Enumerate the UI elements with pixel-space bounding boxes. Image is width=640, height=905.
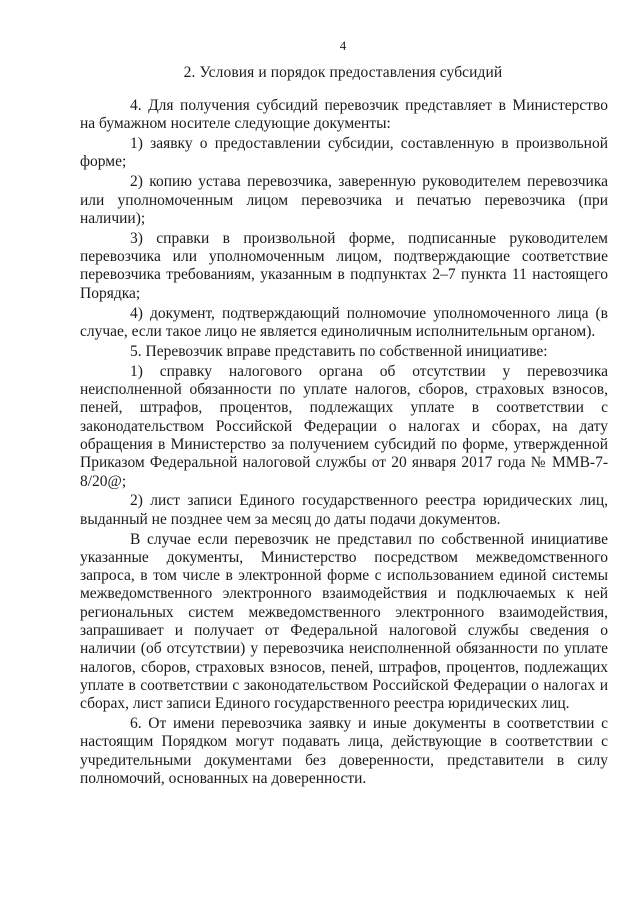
paragraph-5-item-1: 1) справку налогового органа об отсутствии у перевозчика неисполненной обязанности по уплате налогов, сборов, страховых взносов, пеней, штрафов, процентов, подлежащих уплате в соответствии с законодательством Российской Федерации о налогах и сборах, на дату обращения в Министерство за получением субсидий по форме, утвержденной Приказом Федеральной налоговой службы от 20 января 2017 года № ММВ-7-8/20@; <box>80 362 608 490</box>
paragraph-4: 4. Для получения субсидий перевозчик представляет в Министерство на бумажном носителе следующие документы: <box>80 97 608 133</box>
document-body <box>80 97 608 790</box>
section-heading: 2. Условия и порядок предоставления субсидий <box>183 64 503 81</box>
paragraph-6: 6. От имени перевозчика заявку и иные документы в соответствии с настоящим Порядком могут подавать лица, действующие в соответствии с учредительными документами без доверенности, представители в силу полномочий, основанных на доверенности. <box>80 715 608 788</box>
page-number: 4 <box>339 38 347 53</box>
paragraph-4-item-1: 1) заявку о предоставлении субсидии, составленную в произвольной форме; <box>80 135 608 171</box>
paragraph-5: 5. Перевозчик вправе представить по собственной инициативе: <box>130 342 548 360</box>
paragraph-interagency-request: В случае если перевозчик не представил по собственной инициативе указанные документы, Министерство посредством межведомственного запроса, в том числе в электронной форме с использованием единой системы межведомственного электронного взаимодействия и подключаемых к ней региональных систем межведомственного электронного взаимодействия, запрашивает и получает от Федеральной налоговой службы сведения о наличии (об отсутствии) у перевозчика неисполненной обязанности по уплате налогов, сборов, страховых взносов, пеней, штрафов, процентов, подлежащих уплате в соответствии с законодательством Российской Федерации о налогах и сборах, лист записи Единого государственного реестра юридических лиц. <box>80 530 608 713</box>
paragraph-4-item-3: 3) справки в произвольной форме, подписанные руководителем перевозчика или уполномоченным лицом, подтверждающие соответствие перевозчика требованиям, указанным в подпунктах 2–7 пункта 11 настоящего Порядка; <box>80 229 608 302</box>
paragraph-5-item-2: 2) лист записи Единого государственного реестра юридических лиц, выданный не позднее чем за месяц до даты подачи документов. <box>80 492 608 528</box>
paragraph-4-item-4: 4) документ, подтверждающий полномочие уполномоченного лица (в случае, если такое лицо не является единоличным исполнительным органом). <box>80 304 608 340</box>
paragraph-4-item-2: 2) копию устава перевозчика, заверенную руководителем перевозчика или уполномоченным лицом перевозчика и печатью перевозчика (при наличии); <box>80 173 608 227</box>
